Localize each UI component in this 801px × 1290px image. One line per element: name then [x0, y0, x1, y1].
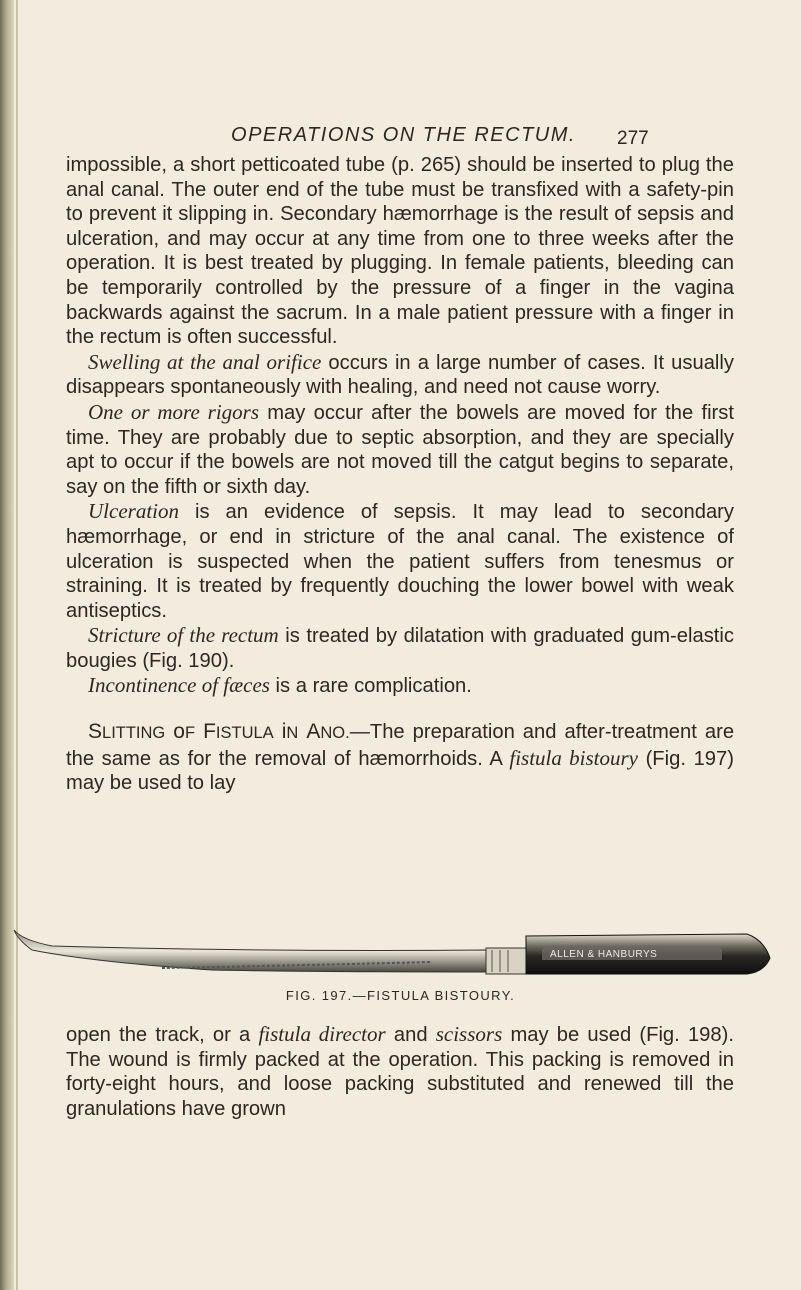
- paragraph-continuation: [66, 1022, 734, 1121]
- section-text-before: —The preparation and after-treatment are the same as for the removal of hæmorrhoids. A: [66, 721, 735, 770]
- heading-initial: i: [281, 720, 287, 744]
- fistula-bistoury-illustration: [12, 922, 782, 994]
- paragraph-stricture-text: is treated by dilatation with graduated gum-elastic bougies (Fig. 190).: [66, 625, 734, 672]
- heading-rest: NO.: [320, 724, 350, 743]
- emphasis-incontinence: Incontinence of fæces: [88, 673, 270, 698]
- paragraph-swelling: [66, 350, 734, 400]
- paragraph-swelling-text: occurs in a large number of cases. It usually disappears spontaneously with healing, and need not cause worry.: [66, 351, 734, 399]
- figure-caption: FIG. 197.—FISTULA BISTOURY.: [285, 988, 516, 1003]
- emphasis-scissors: scissors: [435, 1022, 503, 1046]
- emphasis-rigors: One or more rigors: [88, 399, 259, 424]
- emphasis-fistula-director: fistula director: [258, 1022, 386, 1046]
- continuation-text-mid: and: [385, 1024, 436, 1046]
- paragraph-ulceration-text: is an evidence of sepsis. It may lead to secondary hæmorrhage, or end in stricture of the anal canal. The existence of ulceration is suspected when the patient suffers from tenesmus or straining. It is treated by frequently douching the lower bowel with weak antiseptics.: [66, 501, 734, 622]
- heading-initial: o: [173, 720, 185, 744]
- paragraph-stricture: [66, 623, 734, 673]
- paragraph-rigors: [66, 400, 734, 499]
- paragraph-incontinence: [66, 673, 734, 699]
- body-text-upper: [66, 153, 734, 796]
- paragraph-rigors-text: may occur after the bowels are moved for the first time. They are probably due to septic absorption, and they are specially apt to occur if the bowels are not moved till the catgut begins to separate, say on the fifth or sixth day.: [66, 401, 734, 498]
- running-head: OPERATIONS ON THE RECTUM.: [231, 124, 576, 146]
- heading-initial: F: [203, 720, 216, 744]
- heading-initial: S: [88, 720, 103, 744]
- heading-rest: ISTULA: [215, 724, 274, 743]
- heading-rest: N: [286, 724, 299, 743]
- bistoury-blade: [14, 930, 486, 972]
- handle-stamp: ALLEN & HANBURYS: [550, 949, 658, 960]
- paragraph-ulceration: [66, 499, 734, 623]
- emphasis-stricture: Stricture of the rectum: [88, 623, 279, 648]
- page-edge-line: [16, 0, 18, 1290]
- continuation-text-after: may be used (Fig. 198). The wound is firmly packed at the operation. This packing is removed in forty-eight hours, and loose packing substituted and renewed till the granulations have grown: [66, 1024, 734, 1120]
- heading-rest: F: [184, 724, 196, 743]
- paragraph-intro: impossible, a short petticoated tube (p. 265) should be inserted to plug the anal canal. The outer end of the tube must be transfixed with a safety-pin to prevent it slipping in. Secondary hæmorrhage is the result of sepsis and ulceration, and may occur at any time from one to three weeks after the operation. It is best treated by plugging. In female patients, bleeding can be temporarily controlled by the pressure of a finger in the vagina backwards against the sacrum. In a male patient pressure with a finger in the rectum is often successful.: [66, 154, 734, 349]
- paragraph-fistula-section: [66, 720, 734, 796]
- emphasis-ulceration: Ulceration: [88, 499, 179, 524]
- section-text-after: (Fig. 197) may be used to lay: [66, 747, 734, 795]
- body-text-lower: [66, 1022, 734, 1121]
- continuation-text-before: open the track, or a: [66, 1024, 259, 1046]
- emphasis-swelling: Swelling at the anal orifice: [88, 349, 322, 374]
- section-gap: [66, 699, 734, 720]
- heading-rest: LITTING: [102, 724, 166, 743]
- emphasis-fistula-bistoury: fistula bistoury: [509, 745, 638, 770]
- section-heading: [88, 721, 350, 743]
- heading-initial: A: [306, 720, 321, 744]
- page-number: 277: [617, 128, 649, 149]
- paragraph-incontinence-text: is a rare complication.: [269, 675, 472, 698]
- book-spine-shadow: [0, 0, 14, 1290]
